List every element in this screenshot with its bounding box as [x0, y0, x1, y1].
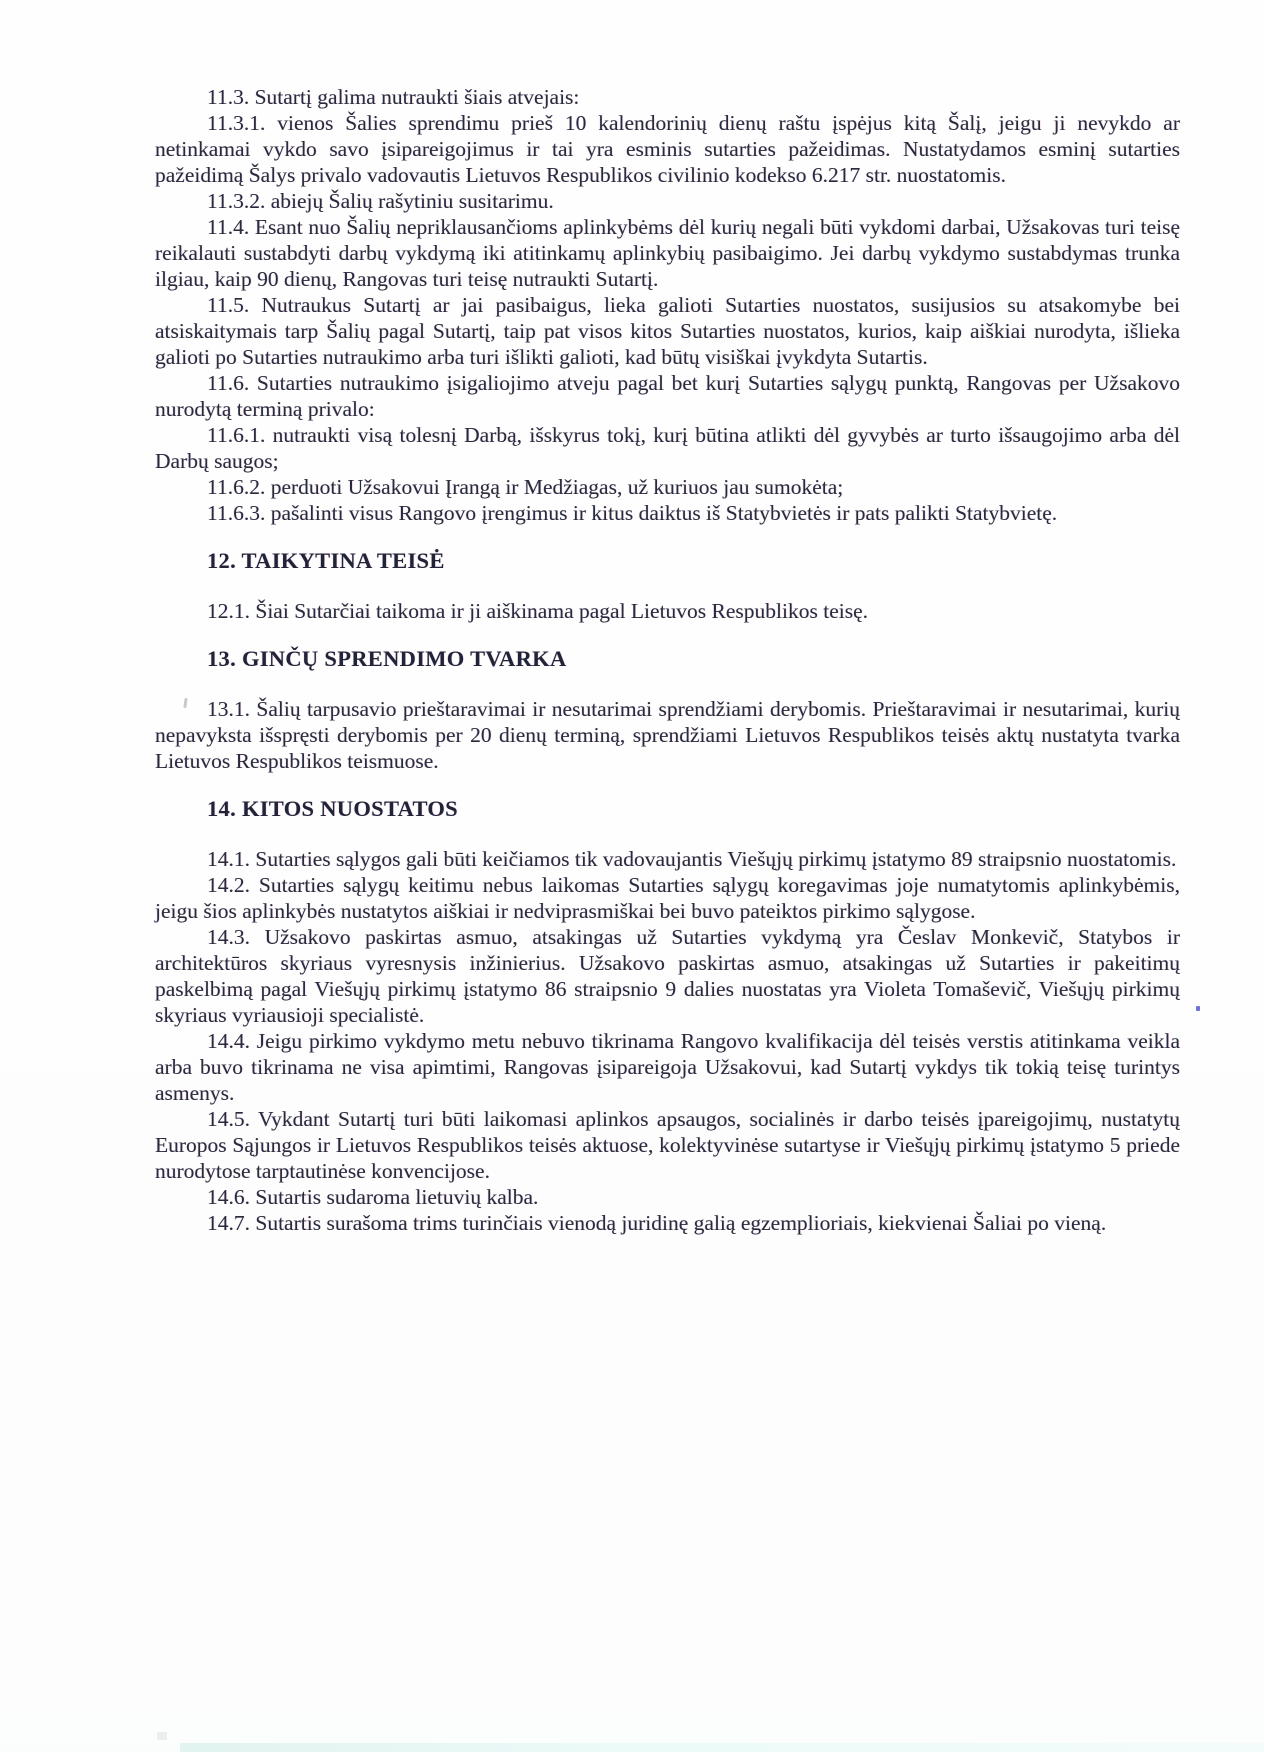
paragraph-11-3-2: 11.3.2. abiejų Šalių rašytiniu susitarimu.: [207, 189, 554, 213]
paragraph-11-3: 11.3. Sutartį galima nutraukti šiais atvejais:: [207, 85, 580, 109]
section-heading-13: 13. GINČŲ SPRENDIMO TVARKA: [207, 646, 567, 671]
paragraph-11-6: 11.6. Sutarties nutraukimo įsigaliojimo atveju pagal bet kurį Sutarties sąlygų punktą, Rangovas per Užsakovo nurodytą terminą privalo:: [155, 371, 1180, 421]
paragraph-12-1: 12.1. Šiai Sutarčiai taikoma ir ji aiškinama pagal Lietuvos Respublikos teisę.: [207, 599, 868, 623]
paragraph-11-6-1: 11.6.1. nutraukti visą tolesnį Darbą, išskyrus tokį, kurį būtina atlikti dėl gyvybės ar turto išsaugojimo arba dėl Darbų saugos;: [155, 423, 1180, 473]
paragraph-14-4: 14.4. Jeigu pirkimo vykdymo metu nebuvo tikrinama Rangovo kvalifikacija dėl teisės verstis atitinkama veikla arba buvo tikrinama ne visa apimtimi, Rangovas įsipareigoja Užsakovui, kad Sutartį vykdys tik tokią teisę turintys asmenys.: [155, 1029, 1180, 1105]
paragraph-14-3: 14.3. Užsakovo paskirtas asmuo, atsakingas už Sutarties vykdymą yra Česlav Monkevič, Statybos ir architektūros skyriaus vyresnysis inžinierius. Užsakovo paskirtas asmuo, atsakingas už Sutarties ir pakeitimų paskelbimą pagal Viešųjų pirkimų įstatymo 86 straipsnio 9 dalies nuostatas yra Violeta Tomaševič, Viešųjų pirkimų skyriaus vyriausioji specialistė.: [155, 925, 1180, 1027]
scan-bottom-edge-strip: [180, 1743, 1264, 1752]
scan-artifact-ink-speck: [1196, 1006, 1200, 1011]
contract-text-body: [155, 84, 1180, 1236]
paragraph-14-2: 14.2. Sutarties sąlygų keitimu nebus laikomas Sutarties sąlygų koregavimas joje numatytomis aplinkybėmis, jeigu šios aplinkybės nustatytos aiškiai ir nedviprasmiškai bei buvo pateiktos pirkimo sąlygose.: [155, 873, 1180, 923]
scan-edge-speck: [157, 1732, 167, 1740]
paragraph-11-6-2: 11.6.2. perduoti Užsakovui Įrangą ir Medžiagas, už kuriuos jau sumokėta;: [207, 475, 844, 499]
paragraph-14-5: 14.5. Vykdant Sutartį turi būti laikomasi aplinkos apsaugos, socialinės ir darbo teisės įpareigojimų, nustatytų Europos Sąjungos ir Lietuvos Respublikos teisės aktuose, kolektyvinėse sutartyse ir Viešųjų pirkimų įstatymo 5 priede nurodytose tarptautinėse konvencijose.: [155, 1107, 1180, 1183]
section-heading-12: 12. TAIKYTINA TEISĖ: [207, 548, 445, 573]
paragraph-11-4: 11.4. Esant nuo Šalių nepriklausančioms aplinkybėms dėl kurių negali būti vykdomi darbai, Užsakovas turi teisę reikalauti sustabdyti darbų vykdymą iki atitinkamų aplinkybių pasibaigimo. Jei darbų vykdymo sustabdymas trunka ilgiau, kaip 90 dienų, Rangovas turi teisę nutraukti Sutartį.: [155, 215, 1180, 291]
section-heading-14: 14. KITOS NUOSTATOS: [207, 796, 458, 821]
paragraph-11-3-1: 11.3.1. vienos Šalies sprendimu prieš 10 kalendorinių dienų raštu įspėjus kitą Šalį, jeigu ji nevykdo ar netinkamai vykdo savo įsipareigojimus ir tai yra esminis sutarties pažeidimas. Nustatydamos esminį sutarties pažeidimą Šalys privalo vadovautis Lietuvos Respublikos civilinio kodekso 6.217 str. nuostatomis.: [155, 111, 1180, 187]
paragraph-11-5: 11.5. Nutraukus Sutartį ar jai pasibaigus, lieka galioti Sutarties nuostatos, susijusios su atsakomybe bei atsiskaitymais tarp Šalių pagal Sutartį, taip pat visos kitos Sutarties nuostatos, kurios, kaip aiškiai nurodyta, išlieka galioti po Sutarties nutraukimo arba turi išlikti galioti, kad būtų visiškai įvykdyta Sutartis.: [155, 293, 1180, 369]
paragraph-13-1: 13.1. Šalių tarpusavio prieštaravimai ir nesutarimai sprendžiami derybomis. Prieštaravimai ir nesutarimai, kurių nepavyksta išspręsti derybomis per 20 dienų terminą, sprendžiami Lietuvos Respublikos teisės aktų nustatyta tvarka Lietuvos Respublikos teismuose.: [155, 697, 1180, 773]
paragraph-14-7: 14.7. Sutartis surašoma trims turinčiais vienodą juridinę galią egzemplioriais, kiekvienai Šaliai po vieną.: [207, 1211, 1107, 1235]
paragraph-14-6: 14.6. Sutartis sudaroma lietuvių kalba.: [207, 1185, 539, 1209]
paragraph-14-1: 14.1. Sutarties sąlygos gali būti keičiamos tik vadovaujantis Viešųjų pirkimų įstatymo 89 straipsnio nuostatomis.: [207, 847, 1177, 871]
paragraph-11-6-3: 11.6.3. pašalinti visus Rangovo įrengimus ir kitus daiktus iš Statybvietės ir pats palikti Statybvietę.: [207, 501, 1058, 525]
